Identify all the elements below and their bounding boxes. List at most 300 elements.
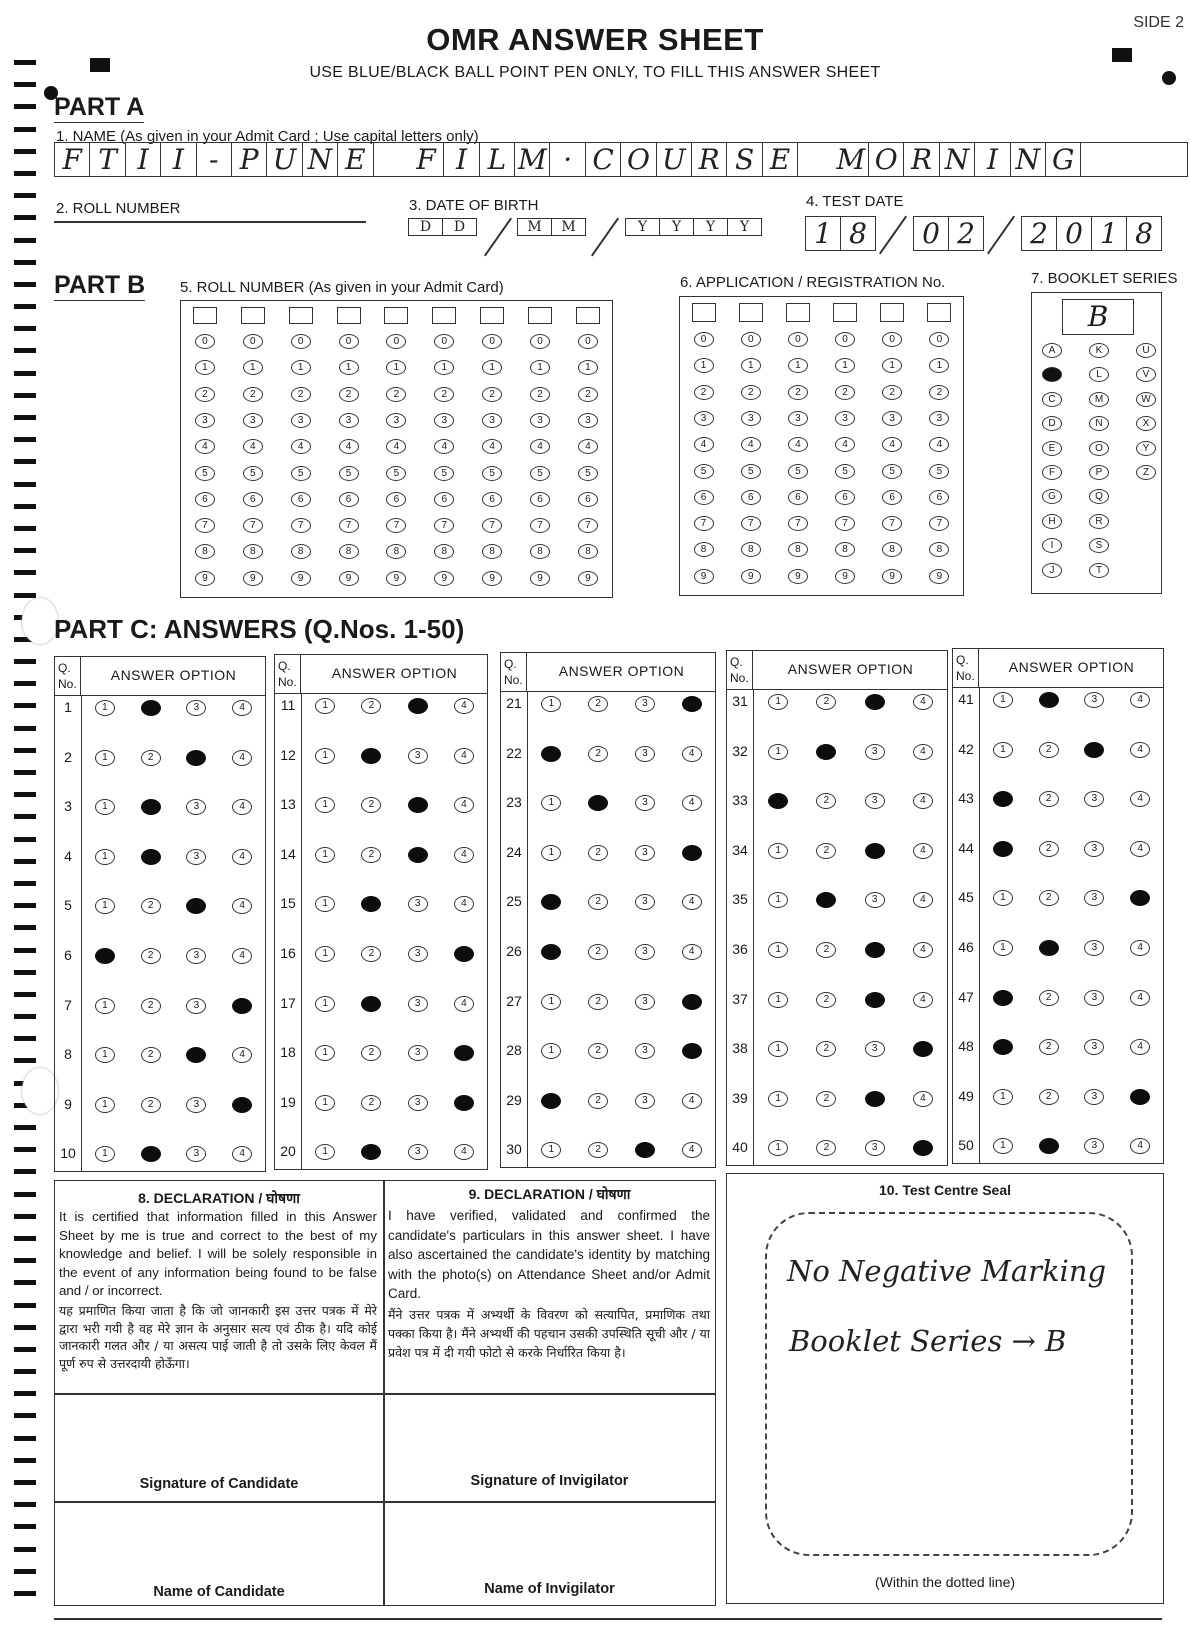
booklet-series-bubble[interactable]: E [1042,441,1062,456]
answer-bubble[interactable] [1084,742,1104,758]
answer-bubble[interactable]: 3 [1084,841,1104,857]
roll-number-bubble[interactable]: 4 [243,439,263,454]
answer-bubble[interactable] [993,1039,1013,1055]
answer-bubble[interactable]: 1 [95,1146,115,1162]
roll-number-bubble[interactable]: 1 [530,360,550,375]
answer-bubble[interactable] [993,841,1013,857]
answer-bubble[interactable]: 4 [454,748,474,764]
answer-bubble[interactable]: 4 [682,795,702,811]
roll-number-bubble[interactable]: 9 [386,571,406,586]
booklet-series-bubble[interactable]: D [1042,416,1062,431]
answer-bubble[interactable]: 3 [186,998,206,1014]
roll-number-bubble[interactable]: 7 [243,518,263,533]
roll-number-bubble[interactable]: 2 [195,387,215,402]
name-char-box[interactable]: · [550,143,585,176]
roll-number-bubble[interactable]: 6 [434,492,454,507]
application-number-bubble[interactable]: 7 [835,516,855,531]
answer-bubble[interactable]: 4 [1130,940,1150,956]
roll-number-bubble[interactable]: 4 [195,439,215,454]
roll-number-bubble[interactable]: 7 [434,518,454,533]
answer-bubble[interactable] [865,843,885,859]
application-number-bubble[interactable]: 6 [929,490,949,505]
answer-bubble[interactable] [1039,1138,1059,1154]
roll-number-bubble[interactable]: 8 [434,544,454,559]
roll-number-bubble[interactable]: 3 [386,413,406,428]
answer-bubble[interactable] [1130,890,1150,906]
name-char-box[interactable]: I [126,143,161,176]
answer-bubble[interactable]: 4 [232,799,252,815]
application-number-bubble[interactable]: 3 [835,411,855,426]
answer-bubble[interactable]: 3 [635,994,655,1010]
application-number-bubble[interactable]: 2 [694,385,714,400]
roll-number-bubble[interactable]: 9 [530,571,550,586]
answer-bubble[interactable]: 1 [993,742,1013,758]
answer-bubble[interactable] [682,1043,702,1059]
dob-char-box[interactable]: M [561,219,576,235]
application-number-bubble[interactable]: 0 [788,332,808,347]
dob-char-box[interactable]: D [409,219,443,235]
answer-bubble[interactable]: 1 [993,940,1013,956]
dob-year-field[interactable] [625,218,762,236]
answer-bubble[interactable] [682,845,702,861]
name-char-box[interactable]: N [940,143,975,176]
answer-bubble[interactable]: 3 [408,1045,428,1061]
roll-number-bubble[interactable]: 1 [291,360,311,375]
booklet-series-bubble[interactable]: O [1089,441,1109,456]
booklet-series-bubble[interactable]: V [1136,367,1156,382]
answer-bubble[interactable]: 2 [816,1140,836,1156]
booklet-series-bubble[interactable]: R [1089,514,1109,529]
answer-bubble[interactable]: 3 [408,1095,428,1111]
answer-bubble[interactable]: 1 [768,744,788,760]
application-number-bubble[interactable]: 6 [741,490,761,505]
application-number-write-box[interactable] [833,303,857,322]
roll-number-bubble[interactable]: 2 [530,387,550,402]
answer-bubble[interactable]: 4 [913,843,933,859]
roll-number-bubble[interactable]: 0 [195,334,215,349]
application-number-bubble[interactable]: 7 [788,516,808,531]
answer-bubble[interactable] [588,795,608,811]
answer-bubble[interactable]: 2 [1039,990,1059,1006]
answer-bubble[interactable]: 4 [232,700,252,716]
roll-number-bubble[interactable]: 1 [578,360,598,375]
answer-bubble[interactable]: 1 [315,748,335,764]
answer-bubble[interactable]: 2 [361,797,381,813]
answer-bubble[interactable]: 4 [913,793,933,809]
answer-bubble[interactable]: 3 [1084,1089,1104,1105]
application-number-bubble[interactable]: 5 [835,464,855,479]
name-char-box[interactable]: S [727,143,762,176]
answer-bubble[interactable]: 4 [454,797,474,813]
roll-number-bubble[interactable]: 9 [243,571,263,586]
booklet-series-bubble[interactable]: P [1089,465,1109,480]
answer-bubble[interactable] [816,744,836,760]
dob-day-field[interactable] [408,218,477,236]
application-number-bubble[interactable]: 5 [788,464,808,479]
application-number-bubble[interactable]: 5 [694,464,714,479]
answer-bubble[interactable]: 3 [865,793,885,809]
booklet-series-bubble[interactable]: T [1089,563,1109,578]
answer-bubble[interactable]: 4 [682,944,702,960]
answer-bubble[interactable]: 3 [408,1144,428,1160]
test-date-char-box[interactable]: 8 [849,217,867,250]
application-number-write-box[interactable] [692,303,716,322]
answer-bubble[interactable] [186,1047,206,1063]
answer-bubble[interactable] [361,1144,381,1160]
answer-bubble[interactable]: 2 [141,948,161,964]
roll-number-bubble[interactable]: 4 [339,439,359,454]
dob-char-box[interactable]: M [518,219,552,235]
application-number-bubble[interactable]: 9 [788,569,808,584]
answer-bubble[interactable] [454,1045,474,1061]
name-field[interactable] [54,142,1188,177]
answer-bubble[interactable]: 4 [1130,1039,1150,1055]
answer-bubble[interactable]: 4 [232,948,252,964]
answer-bubble[interactable] [454,1095,474,1111]
booklet-series-box[interactable]: B [1062,299,1134,335]
booklet-series-bubble[interactable]: G [1042,489,1062,504]
answer-bubble[interactable]: 2 [1039,1039,1059,1055]
answer-bubble[interactable]: 2 [141,1047,161,1063]
answer-bubble[interactable]: 3 [865,892,885,908]
test-date-year-field[interactable] [1021,216,1162,251]
application-number-bubble[interactable]: 2 [788,385,808,400]
answer-bubble[interactable]: 1 [95,998,115,1014]
answer-bubble[interactable]: 4 [913,942,933,958]
answer-bubble[interactable]: 3 [408,996,428,1012]
name-char-box[interactable]: P [232,143,267,176]
test-date-char-box[interactable]: 1 [1092,217,1127,250]
dob-char-box[interactable]: D [453,219,466,235]
answer-bubble[interactable] [913,1140,933,1156]
roll-number-bubble[interactable]: 9 [578,571,598,586]
answer-bubble[interactable]: 3 [635,746,655,762]
test-date-char-box[interactable]: 2 [957,217,975,250]
test-date-char-box[interactable]: 0 [1057,217,1092,250]
answer-bubble[interactable]: 3 [408,896,428,912]
answer-bubble[interactable]: 2 [1039,890,1059,906]
name-char-box[interactable]: F [409,143,444,176]
answer-bubble[interactable]: 3 [186,1097,206,1113]
answer-bubble[interactable]: 4 [454,996,474,1012]
answer-bubble[interactable] [186,750,206,766]
answer-bubble[interactable]: 1 [768,1041,788,1057]
answer-bubble[interactable] [682,696,702,712]
answer-bubble[interactable]: 2 [816,992,836,1008]
roll-number-bubble[interactable]: 3 [578,413,598,428]
roll-number-bubble[interactable]: 6 [530,492,550,507]
application-number-bubble[interactable]: 0 [929,332,949,347]
roll-number-bubble[interactable]: 5 [434,466,454,481]
answer-bubble[interactable] [865,1091,885,1107]
roll-number-bubble[interactable]: 2 [482,387,502,402]
answer-bubble[interactable] [541,944,561,960]
answer-bubble[interactable]: 1 [768,843,788,859]
application-number-bubble[interactable]: 9 [694,569,714,584]
application-number-write-box[interactable] [880,303,904,322]
roll-number-bubble[interactable]: 3 [243,413,263,428]
roll-number-bubble[interactable]: 0 [482,334,502,349]
name-char-box[interactable]: C [586,143,621,176]
application-number-bubble[interactable]: 7 [694,516,714,531]
answer-bubble[interactable] [361,996,381,1012]
roll-number-bubble[interactable]: 7 [339,518,359,533]
answer-bubble[interactable]: 1 [95,898,115,914]
roll-number-write-box[interactable] [384,307,408,324]
answer-bubble[interactable] [541,894,561,910]
answer-bubble[interactable] [865,942,885,958]
answer-bubble[interactable]: 1 [541,994,561,1010]
answer-bubble[interactable]: 4 [1130,742,1150,758]
answer-bubble[interactable]: 3 [635,894,655,910]
answer-bubble[interactable]: 3 [1084,990,1104,1006]
answer-bubble[interactable] [1039,692,1059,708]
answer-bubble[interactable]: 3 [635,944,655,960]
roll-number-write-box[interactable] [193,307,217,324]
name-char-box[interactable]: M [515,143,550,176]
booklet-series-bubble[interactable]: U [1136,343,1156,358]
answer-bubble[interactable]: 3 [186,799,206,815]
name-char-box[interactable]: - [197,143,232,176]
booklet-series-bubble[interactable]: N [1089,416,1109,431]
application-number-bubble[interactable]: 5 [929,464,949,479]
booklet-series-bubble[interactable]: K [1089,343,1109,358]
dob-char-box[interactable]: Y [694,219,728,235]
answer-bubble[interactable]: 4 [454,847,474,863]
answer-bubble[interactable] [865,694,885,710]
answer-bubble[interactable]: 2 [361,847,381,863]
answer-bubble[interactable]: 2 [588,994,608,1010]
name-char-box[interactable]: G [1046,143,1081,176]
answer-bubble[interactable]: 1 [95,700,115,716]
answer-bubble[interactable]: 2 [1039,742,1059,758]
application-number-bubble[interactable]: 1 [694,358,714,373]
dob-char-box[interactable]: Y [660,219,694,235]
roll-number-write-box[interactable] [528,307,552,324]
answer-bubble[interactable] [993,791,1013,807]
roll-number-bubble[interactable]: 5 [339,466,359,481]
roll-number-bubble[interactable]: 8 [482,544,502,559]
roll-number-bubble[interactable]: 5 [195,466,215,481]
booklet-series-bubble[interactable]: L [1089,367,1109,382]
answer-bubble[interactable] [635,1142,655,1158]
answer-bubble[interactable]: 2 [1039,791,1059,807]
answer-bubble[interactable]: 2 [588,1093,608,1109]
application-number-bubble[interactable]: 7 [929,516,949,531]
application-number-bubble[interactable]: 5 [741,464,761,479]
answer-bubble[interactable]: 2 [588,894,608,910]
booklet-series-bubble[interactable]: A [1042,343,1062,358]
roll-number-bubble[interactable]: 0 [291,334,311,349]
roll-number-bubble[interactable]: 3 [434,413,454,428]
application-number-bubble[interactable]: 1 [788,358,808,373]
answer-bubble[interactable] [408,698,428,714]
application-number-bubble[interactable]: 6 [882,490,902,505]
answer-bubble[interactable]: 1 [315,797,335,813]
answer-bubble[interactable]: 4 [232,1146,252,1162]
application-number-bubble[interactable]: 2 [929,385,949,400]
booklet-series-bubble[interactable]: Y [1136,441,1156,456]
answer-bubble[interactable]: 4 [682,746,702,762]
roll-number-bubble[interactable]: 9 [434,571,454,586]
name-char-box[interactable]: N [1011,143,1046,176]
name-char-box[interactable]: R [904,143,939,176]
roll-number-bubble[interactable]: 6 [243,492,263,507]
roll-number-bubble[interactable]: 5 [530,466,550,481]
application-number-bubble[interactable]: 4 [788,437,808,452]
roll-number-bubble[interactable]: 5 [386,466,406,481]
roll-number-bubble[interactable]: 7 [530,518,550,533]
name-char-box[interactable]: O [869,143,904,176]
answer-bubble[interactable]: 4 [1130,692,1150,708]
answer-bubble[interactable]: 3 [186,948,206,964]
answer-bubble[interactable]: 1 [95,849,115,865]
answer-bubble[interactable]: 4 [232,750,252,766]
answer-bubble[interactable]: 1 [541,1142,561,1158]
answer-bubble[interactable]: 3 [635,845,655,861]
application-number-bubble[interactable]: 2 [882,385,902,400]
roll-number-bubble[interactable]: 9 [482,571,502,586]
application-number-bubble[interactable]: 9 [835,569,855,584]
roll-number-bubble[interactable]: 2 [291,387,311,402]
answer-bubble[interactable]: 4 [1130,841,1150,857]
name-char-box[interactable]: F [55,143,90,176]
answer-bubble[interactable]: 1 [993,890,1013,906]
answer-bubble[interactable]: 3 [408,946,428,962]
name-char-box[interactable]: O [621,143,656,176]
roll-number-bubble[interactable]: 1 [482,360,502,375]
answer-bubble[interactable]: 1 [541,1043,561,1059]
roll-number-bubble[interactable]: 9 [291,571,311,586]
answer-bubble[interactable] [141,849,161,865]
booklet-series-bubble[interactable]: J [1042,563,1062,578]
answer-bubble[interactable]: 3 [1084,692,1104,708]
answer-bubble[interactable]: 1 [541,696,561,712]
application-number-bubble[interactable]: 6 [788,490,808,505]
answer-bubble[interactable] [454,946,474,962]
answer-bubble[interactable] [141,799,161,815]
test-date-month-field[interactable] [913,216,984,251]
answer-bubble[interactable]: 4 [682,894,702,910]
answer-bubble[interactable]: 3 [408,748,428,764]
roll-number-bubble[interactable]: 1 [434,360,454,375]
roll-number-bubble[interactable]: 6 [195,492,215,507]
answer-bubble[interactable]: 4 [913,892,933,908]
answer-bubble[interactable]: 1 [541,845,561,861]
application-number-bubble[interactable]: 7 [882,516,902,531]
answer-bubble[interactable]: 3 [1084,791,1104,807]
application-number-bubble[interactable]: 9 [882,569,902,584]
booklet-series-bubble[interactable] [1042,367,1062,382]
application-number-bubble[interactable]: 3 [788,411,808,426]
answer-bubble[interactable]: 1 [993,1089,1013,1105]
answer-bubble[interactable]: 2 [816,1091,836,1107]
answer-bubble[interactable]: 4 [454,896,474,912]
name-char-box[interactable]: T [90,143,125,176]
answer-bubble[interactable]: 3 [635,1093,655,1109]
name-char-box[interactable]: I [161,143,196,176]
name-char-box[interactable]: E [338,143,373,176]
roll-number-bubble[interactable]: 1 [243,360,263,375]
roll-number-bubble[interactable]: 8 [386,544,406,559]
roll-number-bubble[interactable]: 6 [291,492,311,507]
answer-bubble[interactable] [408,797,428,813]
roll-number-field[interactable] [54,221,366,223]
application-number-bubble[interactable]: 0 [741,332,761,347]
answer-bubble[interactable]: 1 [993,1138,1013,1154]
answer-bubble[interactable] [95,948,115,964]
roll-number-write-box[interactable] [432,307,456,324]
answer-bubble[interactable]: 3 [635,696,655,712]
name-char-box[interactable]: M [834,143,869,176]
answer-bubble[interactable]: 4 [913,992,933,1008]
answer-bubble[interactable] [141,700,161,716]
answer-bubble[interactable] [232,1097,252,1113]
answer-bubble[interactable] [768,793,788,809]
answer-bubble[interactable]: 3 [186,1146,206,1162]
application-number-bubble[interactable]: 4 [741,437,761,452]
roll-number-bubble[interactable]: 2 [386,387,406,402]
answer-bubble[interactable]: 1 [315,946,335,962]
answer-bubble[interactable]: 3 [865,1041,885,1057]
roll-number-write-box[interactable] [241,307,265,324]
roll-number-bubble[interactable]: 6 [578,492,598,507]
answer-bubble[interactable]: 2 [816,694,836,710]
answer-bubble[interactable]: 4 [232,849,252,865]
application-number-bubble[interactable]: 1 [929,358,949,373]
application-number-bubble[interactable]: 1 [882,358,902,373]
roll-number-bubble[interactable]: 0 [530,334,550,349]
booklet-series-bubble[interactable]: C [1042,392,1062,407]
application-number-bubble[interactable]: 8 [929,542,949,557]
answer-bubble[interactable]: 2 [816,843,836,859]
name-char-box[interactable]: I [975,143,1010,176]
roll-number-write-box[interactable] [480,307,504,324]
answer-bubble[interactable] [913,1041,933,1057]
name-char-box[interactable]: R [692,143,727,176]
application-number-write-box[interactable] [739,303,763,322]
answer-bubble[interactable]: 1 [768,1091,788,1107]
dob-char-box[interactable]: Y [739,219,750,235]
answer-bubble[interactable]: 1 [315,847,335,863]
roll-number-bubble[interactable]: 4 [291,439,311,454]
dob-char-box[interactable]: Y [626,219,660,235]
application-number-bubble[interactable]: 3 [929,411,949,426]
answer-bubble[interactable]: 3 [1084,890,1104,906]
booklet-series-bubble[interactable]: I [1042,538,1062,553]
roll-number-bubble[interactable]: 7 [195,518,215,533]
booklet-series-bubble[interactable]: F [1042,465,1062,480]
answer-bubble[interactable] [682,994,702,1010]
answer-bubble[interactable] [993,990,1013,1006]
application-number-bubble[interactable]: 4 [835,437,855,452]
answer-bubble[interactable]: 4 [454,1144,474,1160]
roll-number-bubble[interactable]: 3 [291,413,311,428]
answer-bubble[interactable] [186,898,206,914]
roll-number-bubble[interactable]: 7 [291,518,311,533]
answer-bubble[interactable]: 2 [141,998,161,1014]
answer-bubble[interactable]: 1 [315,698,335,714]
roll-number-bubble[interactable]: 4 [482,439,502,454]
application-number-bubble[interactable]: 7 [741,516,761,531]
roll-number-bubble[interactable]: 2 [339,387,359,402]
test-date-char-box[interactable]: 2 [1022,217,1057,250]
answer-bubble[interactable]: 2 [141,750,161,766]
answer-bubble[interactable]: 4 [913,1091,933,1107]
roll-number-bubble[interactable]: 8 [578,544,598,559]
answer-bubble[interactable]: 2 [361,1095,381,1111]
roll-number-bubble[interactable]: 5 [243,466,263,481]
